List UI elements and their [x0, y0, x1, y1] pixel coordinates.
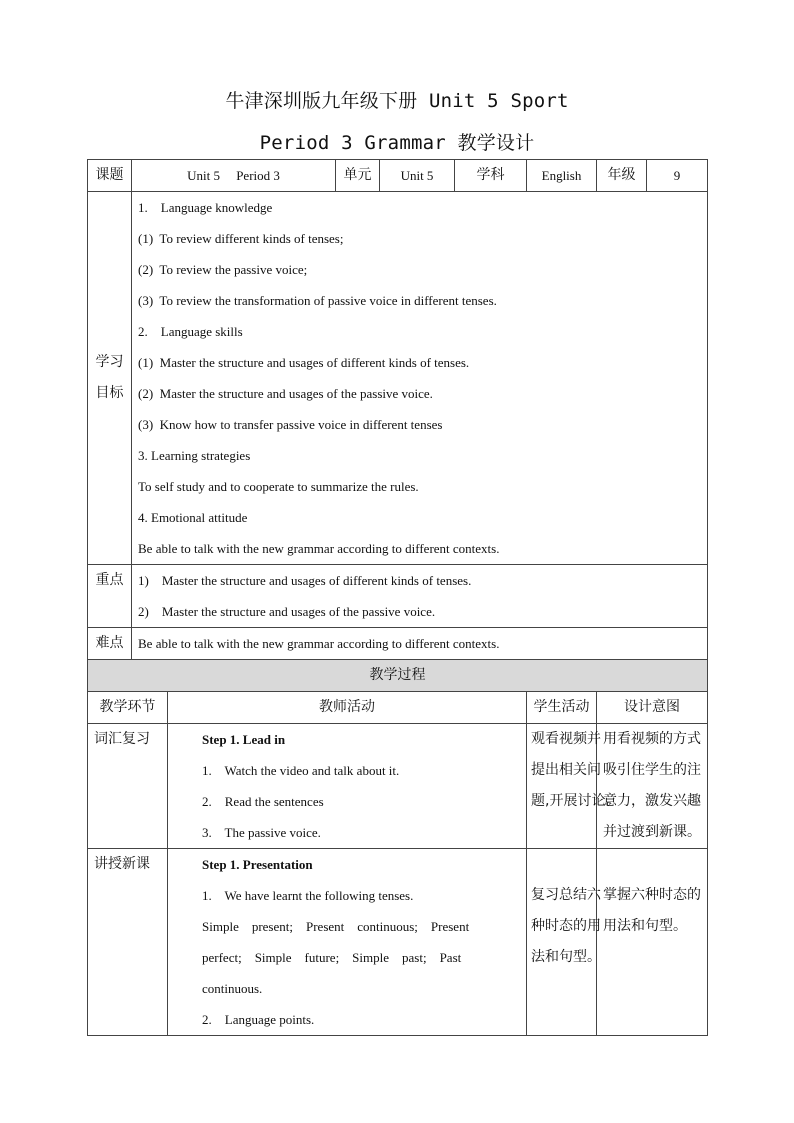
- teacher-item: 1. Watch the video and talk about it.: [202, 763, 400, 778]
- process-header-row: [88, 692, 708, 724]
- key-point-line: 2) Master the structure and usages of the passive voice.: [138, 604, 436, 619]
- difficulties-row: [88, 628, 708, 660]
- objective-line: (1) To review different kinds of tenses;: [138, 231, 344, 246]
- intent-line: 掌握六种时态的: [603, 887, 701, 903]
- intent-line: 用看视频的方式: [603, 731, 701, 747]
- step-title: Step 1. Presentation: [202, 857, 313, 872]
- objective-line: (1) Master the structure and usages of different kinds of tenses.: [138, 355, 470, 370]
- objective-line: 3. Learning strategies: [138, 448, 251, 463]
- objectives-row: [88, 192, 708, 565]
- stage-cell: 讲授新课: [88, 849, 168, 1036]
- label-unit: 单元: [336, 160, 380, 192]
- process-section-row: [88, 660, 708, 692]
- lesson-plan-table: [87, 159, 708, 1036]
- student-line: 种时态的用: [531, 918, 601, 934]
- teacher-item: 2. Language points.: [202, 1012, 315, 1027]
- student-line: 观看视频并: [531, 731, 601, 747]
- teacher-item: 3. The passive voice.: [202, 825, 321, 840]
- objective-line: (3) To review the transformation of passive voice in different tenses.: [138, 293, 497, 308]
- student-line: 题,开展讨论。: [531, 793, 620, 809]
- teacher-item: 2. Read the sentences: [202, 794, 324, 809]
- objectives-content: [132, 192, 708, 565]
- topic-value: Unit 5 Period 3: [132, 160, 336, 192]
- document-subtitle: Period 3 Grammar 教学设计: [259, 132, 535, 154]
- teacher-item: 1. We have learnt the following tenses.: [202, 888, 414, 903]
- student-line: 复习总结六: [531, 887, 601, 903]
- key-point-line: 1) Master the structure and usages of different kinds of tenses.: [138, 573, 472, 588]
- label-subject: 学科: [455, 160, 527, 192]
- intent-line: 意力，激发兴趣: [603, 793, 701, 809]
- label-grade: 年级: [597, 160, 647, 192]
- header-teacher: 教师活动: [168, 692, 527, 724]
- unit-value: Unit 5: [380, 160, 455, 192]
- label-objectives: [88, 192, 132, 565]
- intent-cell: [597, 724, 708, 849]
- label-objectives-line2: 目标: [95, 385, 124, 401]
- student-line: 提出相关问: [531, 762, 601, 778]
- student-line: 法和句型。: [531, 949, 601, 965]
- objective-line: (2) To review the passive voice;: [138, 262, 308, 277]
- objective-line: (3) Know how to transfer passive voice in different tenses: [138, 417, 443, 432]
- difficulties-content: Be able to talk with the new grammar according to different contexts.: [132, 628, 708, 660]
- header-row: [88, 160, 708, 192]
- teacher-activity-cell: [168, 724, 527, 849]
- step-title: Step 1. Lead in: [202, 732, 286, 747]
- process-row-new: [88, 849, 708, 1036]
- objective-line: 4. Emotional attitude: [138, 510, 248, 525]
- student-activity-cell: [527, 724, 620, 849]
- grade-value: 9: [647, 160, 708, 192]
- objective-line: (2) Master the structure and usages of the passive voice.: [138, 386, 433, 401]
- process-row-vocab: [88, 724, 708, 849]
- key-points-content: [132, 565, 708, 628]
- intent-line: 吸引住学生的注: [603, 762, 701, 778]
- subject-value: English: [527, 160, 597, 192]
- label-topic: 课题: [88, 160, 132, 192]
- teacher-item: perfect; Simple future; Simple past; Past: [202, 950, 462, 965]
- intent-line: 并过渡到新课。: [603, 824, 701, 840]
- header-stage: 教学环节: [88, 692, 168, 724]
- label-key-points: 重点: [88, 565, 132, 628]
- process-section-title: 教学过程: [88, 660, 708, 692]
- teacher-activity-cell: [168, 849, 527, 1036]
- header-intent: 设计意图: [597, 692, 708, 724]
- student-activity-cell: [527, 849, 601, 1036]
- label-difficulties: 难点: [88, 628, 132, 660]
- teacher-item: continuous.: [202, 981, 263, 996]
- header-student: 学生活动: [527, 692, 597, 724]
- objective-line: 1. Language knowledge: [138, 200, 273, 215]
- stage-cell: 词汇复习: [88, 724, 168, 849]
- teacher-item: Simple present; Present continuous; Present: [202, 919, 470, 934]
- key-points-row: [88, 565, 708, 628]
- intent-line: 用法和句型。: [603, 918, 687, 934]
- objective-line: To self study and to cooperate to summarize the rules.: [138, 479, 419, 494]
- objective-line: Be able to talk with the new grammar according to different contexts.: [138, 541, 500, 556]
- intent-cell: [597, 849, 708, 1036]
- document-title: 牛津深圳版九年级下册 Unit 5 Sport: [225, 90, 569, 112]
- label-objectives-line1: 学习: [95, 354, 124, 370]
- objective-line: 2. Language skills: [138, 324, 243, 339]
